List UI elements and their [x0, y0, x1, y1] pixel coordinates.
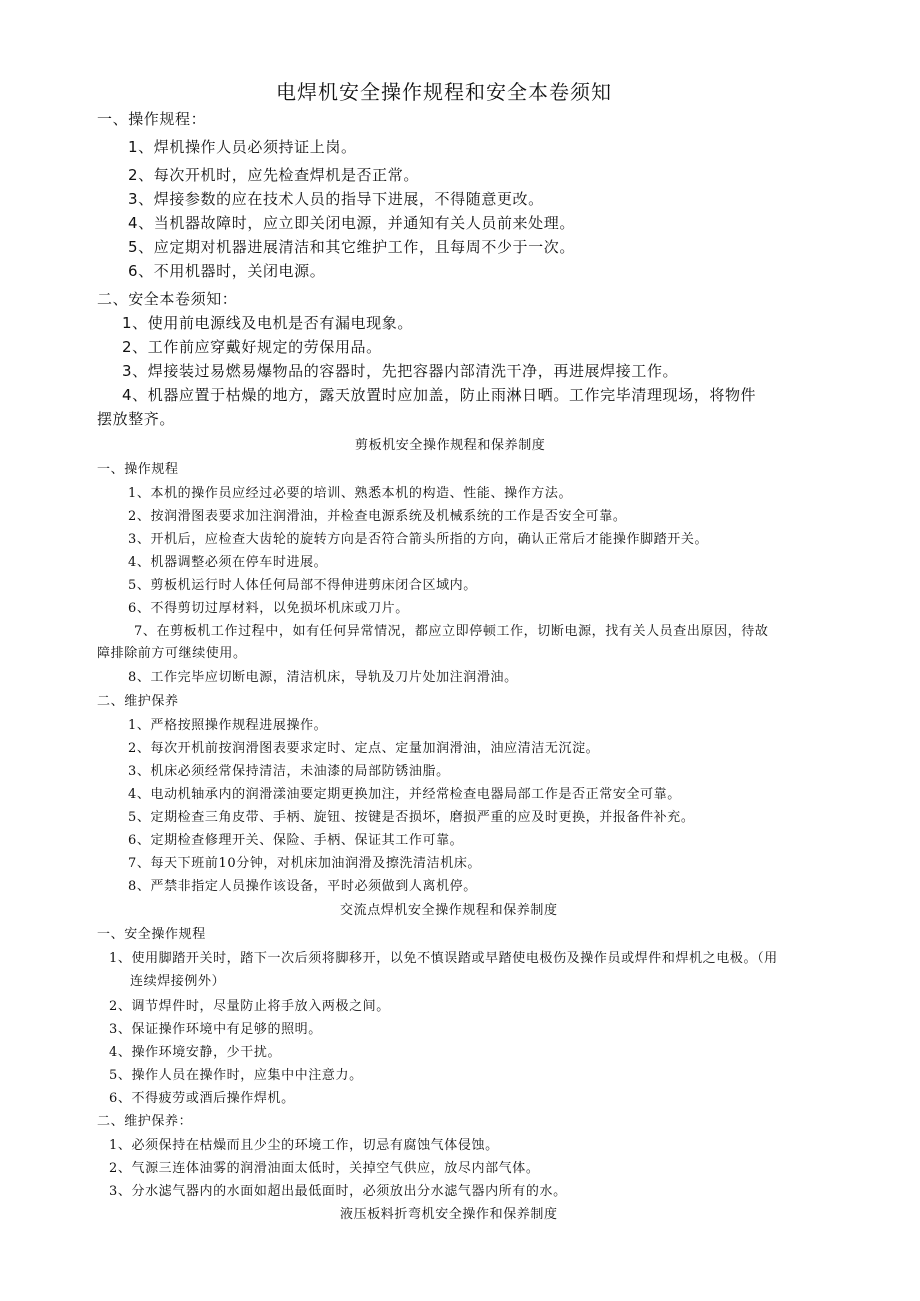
- list-item: 3、开机后，应检查大齿轮的旋转方向是否符合箭头所指的方向，确认正常后才能操作脚踏开关。: [128, 532, 709, 547]
- list-item: 7、每天下班前10分钟，对机床加油润滑及擦洗清洁机床。: [128, 856, 482, 871]
- list-item: 6、定期检查修理开关、保险、手柄、保证其工作可靠。: [128, 833, 464, 848]
- list-item: 8、严禁非指定人员操作该设备，平时必须做到人离机停。: [128, 879, 477, 894]
- list-item: 3、机床必须经常保持清洁，未油漆的局部防锈油脂。: [128, 764, 450, 779]
- list-item: 2、每次开机时，应先检查焊机是否正常。: [128, 166, 419, 184]
- list-item: 4、电动机轴承内的润滑漾油要定期更换加注，并经常检查电器局部工作是否正常安全可靠。: [128, 787, 681, 802]
- list-item: 3、焊接参数的应在技术人员的指导下进展，不得随意更改。: [128, 190, 544, 208]
- list-item: 6、不得剪切过厚材料，以免损坏机床或刀片。: [128, 601, 409, 616]
- list-item-continuation: 障排除前方可继续使用。: [97, 646, 247, 661]
- list-item: 4、当机器故障时，应立即关闭电源，并通知有关人员前来处理。: [128, 214, 575, 232]
- list-item: 4、操作环境安静，少干扰。: [109, 1045, 282, 1060]
- section-heading: 一、安全操作规程: [97, 927, 206, 942]
- list-item-continuation: 摆放整齐。: [97, 410, 176, 428]
- list-item: 2、工作前应穿戴好规定的劳保用品。: [122, 338, 382, 356]
- section-heading: 二、维护保养: [97, 694, 179, 709]
- list-item: 8、工作完毕应切断电源，清洁机床，导轨及刀片处加注润滑油。: [128, 670, 518, 685]
- list-item: 3、保证操作环境中有足够的照明。: [109, 1022, 322, 1037]
- list-item: 3、焊接装过易燃易爆物品的容器时，先把容器内部清洗干净，再进展焊接工作。: [122, 362, 679, 380]
- list-item: 7、在剪板机工作过程中，如有任何异常情况，都应立即停顿工作，切断电源，找有关人员查出原因，待故: [134, 624, 769, 639]
- section-title: 液压板料折弯机安全操作和保养制度: [340, 1207, 558, 1222]
- list-item: 1、严格按照操作规程进展操作。: [128, 718, 328, 733]
- list-item: 2、每次开机前按润滑图表要求定时、定点、定量加润滑油，油应清洁无沉淀。: [128, 741, 600, 756]
- list-item: 4、机器应置于枯燥的地方，露天放置时应加盖，防止雨淋日晒。工作完毕清理现场，将物件: [122, 386, 757, 404]
- list-item: 6、不得疲劳或酒后操作焊机。: [109, 1091, 295, 1106]
- list-item: 2、气源三连体油雾的润滑油面太低时，关掉空气供应，放尽内部气体。: [109, 1161, 540, 1176]
- list-item: 1、使用前电源线及电机是否有漏电现象。: [122, 314, 413, 332]
- list-item: 5、剪板机运行时人体任何局部不得伸进剪床闭合区域内。: [128, 578, 477, 593]
- doc-title: 电焊机安全操作规程和安全本卷须知: [276, 80, 612, 104]
- list-item: 2、调节焊件时，尽量防止将手放入两极之间。: [109, 999, 390, 1014]
- list-item: 1、本机的操作员应经过必要的培训、熟悉本机的构造、性能、操作方法。: [128, 486, 573, 501]
- list-item: 1、焊机操作人员必须持证上岗。: [128, 138, 357, 156]
- section-heading: 二、维护保养：: [97, 1114, 193, 1129]
- list-item: 2、按润滑图表要求加注润滑油，并检查电源系统及机械系统的工作是否安全可靠。: [128, 509, 627, 524]
- section-heading: 一、操作规程：: [97, 110, 207, 128]
- list-item: 5、操作人员在操作时，应集中中注意力。: [109, 1068, 363, 1083]
- list-item: 5、定期检查三角皮带、手柄、旋钮、按键是否损坏，磨损严重的应及时更换，并报备件补充。: [128, 810, 695, 825]
- list-item: 4、机器调整必须在停车时进展。: [128, 555, 328, 570]
- list-item: 6、不用机器时，关闭电源。: [128, 262, 326, 280]
- section-title: 剪板机安全操作规程和保养制度: [355, 438, 546, 453]
- section-heading: 一、操作规程: [97, 462, 179, 477]
- section-title: 交流点焊机安全操作规程和保养制度: [340, 903, 558, 918]
- list-item: 3、分水滤气器内的水面如超出最低面时，必须放出分水滤气器内所有的水。: [109, 1184, 567, 1199]
- list-item-continuation: 连续焊接例外）: [130, 974, 226, 989]
- section-heading: 二、安全本卷须知：: [97, 290, 238, 308]
- list-item: 1、使用脚踏开关时，踏下一次后须将脚移开，以免不慎误踏或早踏使电极伤及操作员或焊件和焊机之电极。（用: [109, 951, 778, 966]
- list-item: 5、应定期对机器进展清洁和其它维护工作，且每周不少于一次。: [128, 238, 575, 256]
- list-item: 1、必须保持在枯燥而且少尘的环境工作，切忌有腐蚀气体侵蚀。: [109, 1138, 499, 1153]
